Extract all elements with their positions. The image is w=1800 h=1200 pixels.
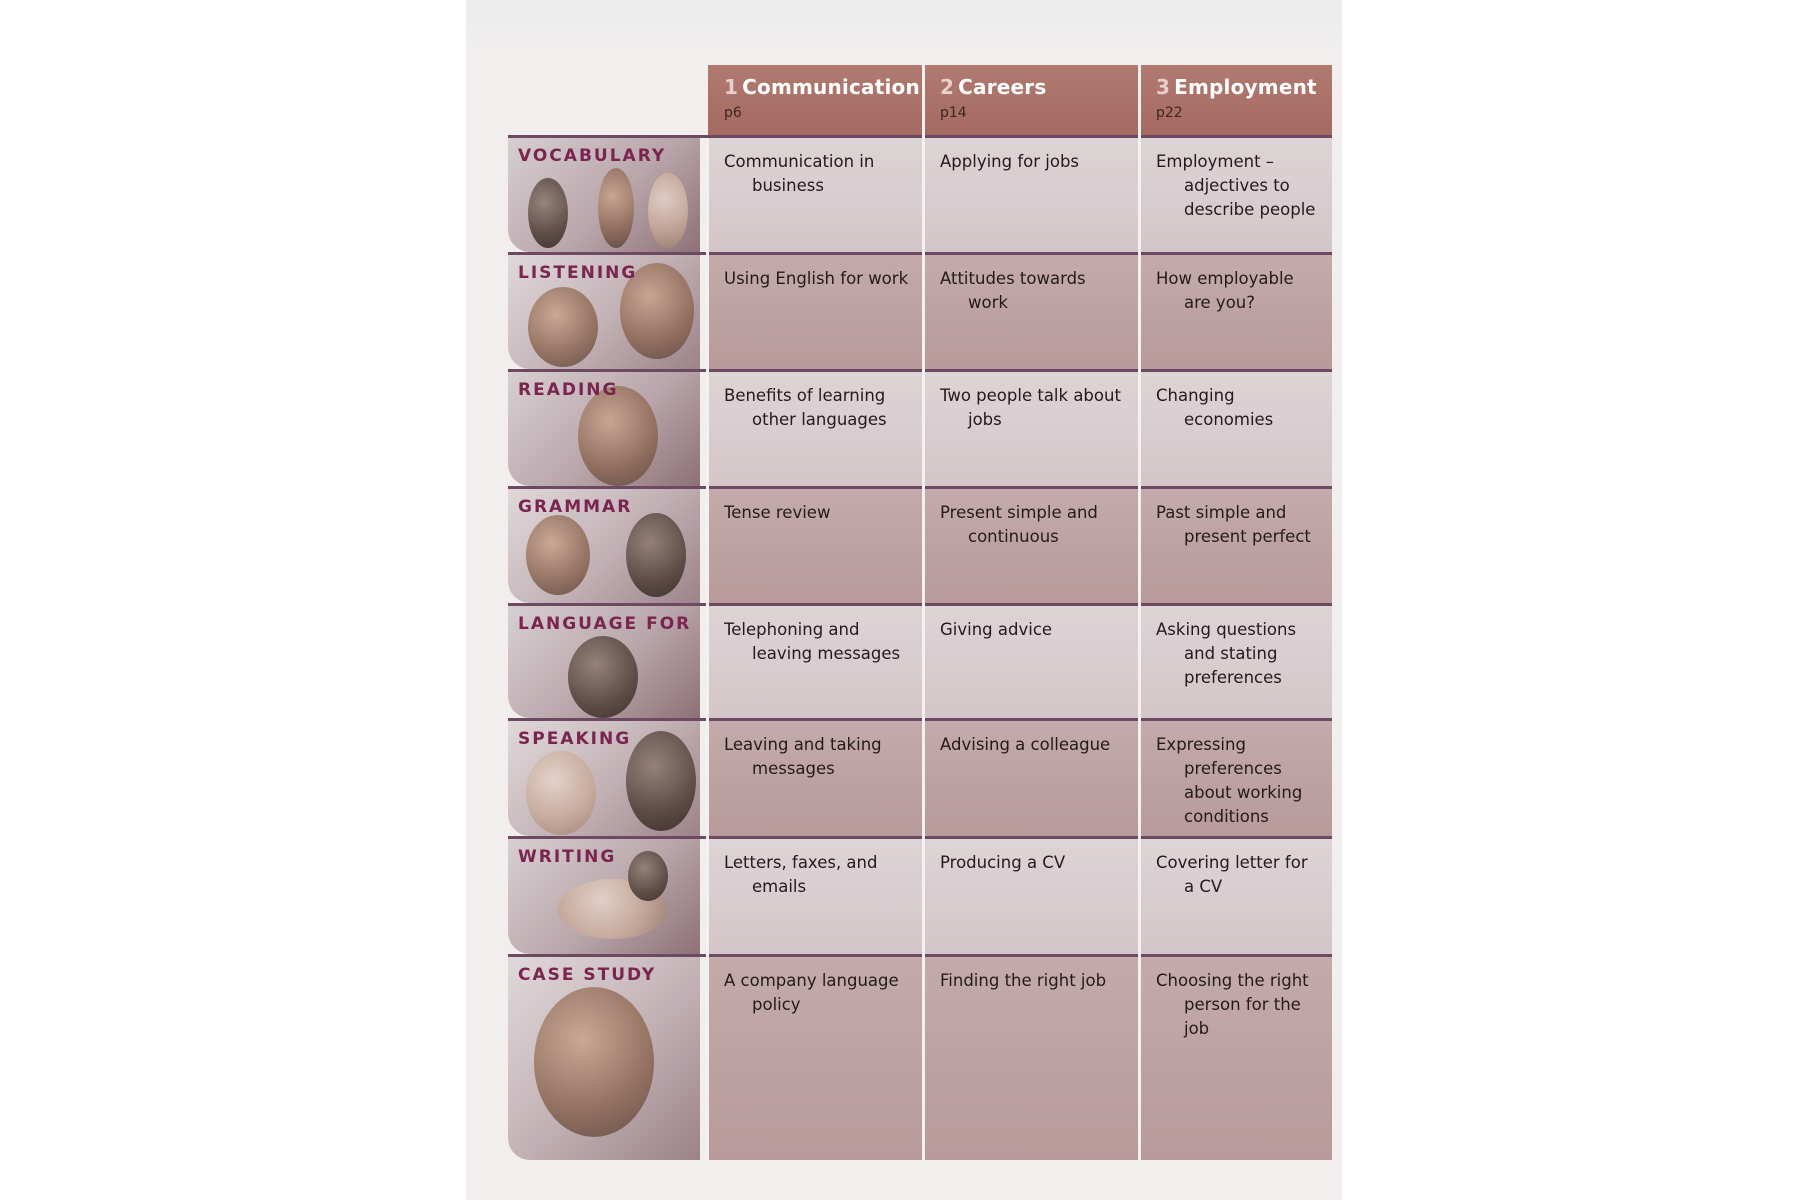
table-cell [708,138,924,252]
cell-text: Telephoning and leaving messages [724,620,901,663]
table-cell [924,957,1140,1160]
table-cell [1140,606,1332,718]
photo-figure [598,168,634,248]
table-cell [708,839,924,954]
row-label-reading [508,372,700,486]
table-cell [1140,957,1332,1160]
cell-text: A company language policy [724,971,899,1014]
row-label-grammar [508,489,700,603]
column-number: 1 [724,75,739,99]
cell-text: Changing economies [1156,386,1274,429]
table-cell [1140,138,1332,252]
table-cell [1140,489,1332,603]
column-page: p14 [940,105,967,121]
cell-text: Covering letter for a CV [1156,853,1308,896]
cell-text: Two people talk about jobs [940,386,1121,429]
table-cell [1140,255,1332,369]
cell-text: Expressing preferences about working conditions [1156,735,1303,826]
photo-figure [526,515,590,595]
cell-text: Advising a colleague [940,735,1111,754]
column-title: Communication [742,75,920,99]
table-cell [708,721,924,836]
table-cell [924,606,1140,718]
cell-text: Applying for jobs [940,152,1080,171]
photo-figure [626,731,696,831]
table-cell [924,489,1140,603]
cell-text: Communication in business [724,152,875,195]
table-cell [924,255,1140,369]
photo-figure [534,987,654,1137]
column-page: p6 [724,105,742,121]
cell-text: Attitudes towards work [940,269,1086,312]
photo-figure [578,386,658,486]
table-cell [924,721,1140,836]
cell-text: Using English for work [724,269,909,288]
row-label-text: LISTENING [518,263,638,283]
row-label-language-for [508,606,700,718]
photo-figure [648,173,688,248]
cell-text: Tense review [724,503,831,522]
column-number: 2 [940,75,955,99]
row-label-writing [508,839,700,954]
table-cell [1140,372,1332,486]
photo-figure [568,636,638,718]
column-divider [706,138,709,1160]
row-label-text: GRAMMAR [518,497,633,517]
column-title: Employment [1174,75,1317,99]
table-cell [924,839,1140,954]
table-cell [708,606,924,718]
cell-text: Present simple and continuous [940,503,1098,546]
row-label-text: CASE STUDY [518,965,657,985]
row-label-case-study [508,957,700,1160]
cell-text: Giving advice [940,620,1053,639]
cell-text: Producing a CV [940,853,1066,872]
column-divider [922,65,925,1160]
table-cell [708,255,924,369]
table-cell [708,957,924,1160]
photo-figure [526,751,596,835]
page-top-shade [466,0,1342,60]
row-label-text: WRITING [518,847,617,867]
photo-figure [626,513,686,597]
table-cell [708,489,924,603]
column-page: p22 [1156,105,1183,121]
cell-text: How employable are you? [1156,269,1294,312]
table-cell [1140,839,1332,954]
cell-text: Finding the right job [940,971,1107,990]
row-label-text: VOCABULARY [518,146,667,166]
row-label-speaking [508,721,700,836]
cell-text: Letters, faxes, and emails [724,853,878,896]
cell-text: Choosing the right person for the job [1156,971,1309,1038]
cell-text: Benefits of learning other languages [724,386,887,429]
column-header-careers [924,65,1140,135]
row-label-text: LANGUAGE FOR [518,614,692,634]
column-header-employment [1140,65,1332,135]
cell-text: Past simple and present perfect [1156,503,1311,546]
table-cell [924,372,1140,486]
column-header-communication [708,65,924,135]
photo-figure [528,287,598,367]
column-title: Careers [958,75,1047,99]
column-divider [1138,65,1141,1160]
cell-text: Employment – adjectives to describe people [1156,152,1316,219]
cell-text: Asking questions and stating preferences [1156,620,1297,687]
row-label-listening [508,255,700,369]
photo-figure [528,178,568,248]
cell-text: Leaving and taking messages [724,735,882,778]
table-cell [1140,721,1332,836]
table-cell [924,138,1140,252]
column-number: 3 [1156,75,1171,99]
row-label-vocabulary [508,138,700,252]
row-label-text: READING [518,380,619,400]
row-label-text: SPEAKING [518,729,632,749]
table-cell [708,372,924,486]
photo-figure [628,851,668,901]
